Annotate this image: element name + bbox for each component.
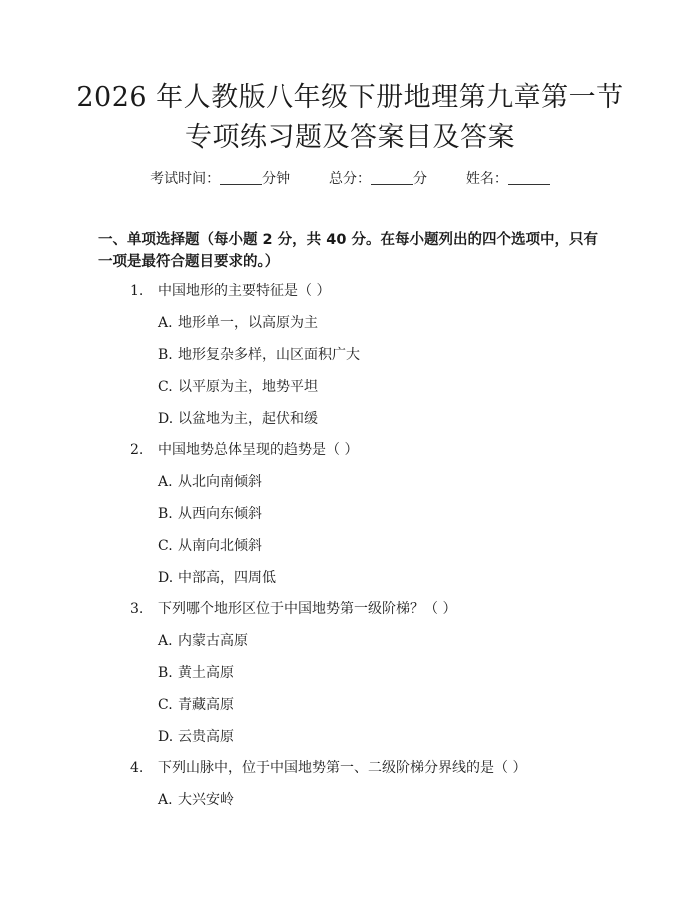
question-number: 1. [130, 283, 144, 299]
option-text: 黄土高原 [178, 665, 234, 681]
option-letter: D. [158, 411, 174, 427]
question-text: 中国地势总体呈现的趋势是（ ） [158, 442, 359, 458]
option-text: 地形复杂多样，山区面积广大 [178, 347, 360, 363]
question-3-option-c [158, 695, 234, 715]
option-letter: A. [158, 633, 173, 649]
time-label: 考试时间： [150, 171, 221, 187]
option-text: 云贵高原 [178, 729, 234, 745]
question-2-option-c [158, 536, 262, 556]
question-3 [130, 599, 456, 619]
option-text: 从南向北倾斜 [178, 538, 262, 554]
option-letter: A. [158, 315, 173, 331]
option-text: 以平原为主，地势平坦 [178, 379, 318, 395]
option-letter: C. [158, 538, 173, 554]
document-title-line-2: 专项练习题及答案目及答案 [185, 122, 515, 153]
question-number: 2. [130, 442, 144, 458]
option-text: 内蒙古高原 [178, 633, 248, 649]
time-unit: 分钟 [262, 171, 291, 187]
question-1-option-c [158, 377, 318, 397]
exam-info-bar [0, 169, 700, 189]
name-blank [508, 170, 550, 185]
question-2-option-d [158, 568, 276, 588]
option-text: 以盆地为主，起伏和缓 [178, 411, 318, 427]
option-letter: B. [158, 347, 173, 363]
question-1-option-d [158, 409, 318, 429]
question-1-option-b [158, 345, 360, 365]
question-number: 3. [130, 601, 144, 617]
option-text: 青藏高原 [178, 697, 234, 713]
document-title-line-1: 2026 年人教版八年级下册地理第九章第一节 [76, 82, 624, 113]
question-2-option-a [158, 472, 262, 492]
question-text: 下列山脉中，位于中国地势第一、二级阶梯分界线的是（ ） [158, 760, 527, 776]
score-label: 总分： [329, 171, 371, 187]
question-text: 中国地形的主要特征是（ ） [158, 283, 331, 299]
option-letter: A. [158, 474, 173, 490]
question-1 [130, 281, 330, 301]
option-letter: A. [158, 792, 173, 808]
score-unit: 分 [413, 171, 427, 187]
option-letter: B. [158, 506, 173, 522]
option-letter: D. [158, 570, 174, 586]
question-2 [130, 440, 358, 460]
question-3-option-a [158, 631, 248, 651]
option-text: 地形单一，以高原为主 [178, 315, 318, 331]
question-1-option-a [158, 313, 318, 333]
time-blank [220, 170, 262, 185]
option-letter: D. [158, 729, 174, 745]
question-3-option-d [158, 727, 234, 747]
question-text: 下列哪个地形区位于中国地势第一级阶梯？（ ） [158, 601, 457, 617]
question-4 [130, 758, 526, 778]
option-text: 从北向南倾斜 [178, 474, 262, 490]
option-text: 大兴安岭 [178, 792, 234, 808]
question-4-option-a [158, 790, 234, 810]
section-heading: 一、单项选择题（每小题 2 分，共 40 分。在每小题列出的四个选项中，只有一项是最符合题目要求的。） [98, 232, 598, 270]
question-2-option-b [158, 504, 262, 524]
question-number: 4. [130, 760, 144, 776]
score-blank [371, 170, 413, 185]
option-text: 从西向东倾斜 [178, 506, 262, 522]
question-3-option-b [158, 663, 234, 683]
option-text: 中部高，四周低 [178, 570, 276, 586]
option-letter: C. [158, 379, 173, 395]
option-letter: B. [158, 665, 173, 681]
name-label: 姓名： [465, 171, 508, 187]
option-letter: C. [158, 697, 173, 713]
